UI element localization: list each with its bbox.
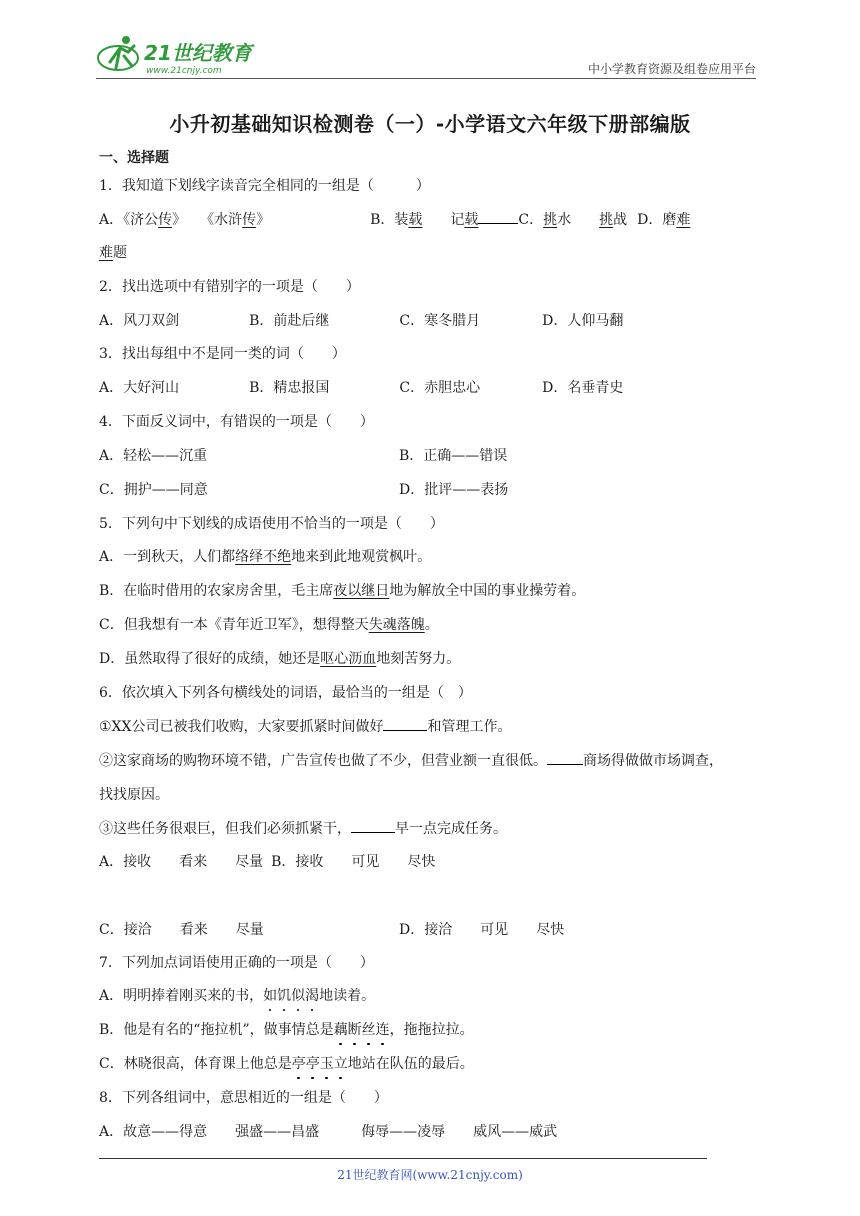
q3-option-a: A．大好河山 — [99, 380, 180, 396]
q6-options-ab — [99, 851, 435, 871]
q6-option-a: A．接收 看来 尽量 — [99, 854, 264, 870]
page-title: 小升初基础知识检测卷（一）-小学语文六年级下册部编版 — [169, 112, 691, 136]
q7-option-c: C．林晓很高，体育课上他总是亭亭玉立地站在队伍的最后。 — [99, 1053, 474, 1073]
q3-options — [99, 377, 623, 397]
q8-option-a: A．故意——得意 强盛——昌盛 侮辱——凌辱 威风——威武 — [99, 1124, 558, 1140]
q1-options — [99, 209, 690, 229]
q2-stem: 2．找出选项中有错别字的一项是（ ） — [99, 279, 360, 295]
q2-option-b: B．前赴后继 — [249, 313, 330, 329]
q4-option-c: C．拥护——同意 — [99, 482, 208, 498]
q1-option-d: D．磨难 — [637, 212, 691, 228]
q7-stem: 7．下列加点词语使用正确的一项是（ ） — [99, 955, 374, 971]
q7-option-b: B．他是有名的“拖拉机”，做事情总是藕断丝连，拖拖拉拉。 — [99, 1019, 474, 1039]
q2-option-d: D．人仰马翻 — [542, 313, 624, 329]
q6-option-b: B．接收 可见 尽快 — [271, 854, 436, 870]
section-heading: 一、选择题 — [99, 150, 169, 166]
q6-stem: 6．依次填入下列各句横线处的词语，最恰当的一组是（ ） — [99, 685, 472, 701]
q8-stem: 8．下列各组词中，意思相近的一组是（ ） — [99, 1090, 388, 1106]
q3-option-c: C．赤胆忠心 — [399, 380, 481, 396]
q4-option-b: B．正确——错误 — [399, 448, 508, 464]
q3-option-b: B．精忠报国 — [249, 380, 330, 396]
q2-options — [99, 310, 623, 330]
q6-sentence-2-cont: 找找原因。 — [99, 787, 169, 803]
page-header — [0, 0, 860, 82]
q5-option-d: D．虽然取得了很好的成绩，她还是呕心沥血地刻苦努力。 — [99, 651, 461, 667]
q6-option-d: D．接洽 可见 尽快 — [399, 922, 565, 938]
q5-stem: 5．下列句中下划线的成语使用不恰当的一项是（ ） — [99, 516, 444, 532]
q1-option-b: B．装载 记载 — [370, 212, 518, 228]
footer-source: 21世纪教育网(www.21cnjy.com) — [337, 1168, 523, 1182]
q6-blank-2 — [547, 750, 583, 765]
q6-blank-1 — [383, 716, 427, 731]
q2-option-c: C．寒冬腊月 — [399, 313, 481, 329]
q3-stem: 3．找出每组中不是同一类的词（ ） — [99, 346, 346, 362]
q1-option-c: C．挑水 挑战 — [518, 212, 628, 228]
logo-text: 21世纪教育 — [144, 41, 252, 65]
q6-sentence-1: ①XX公司已被我们收购，大家要抓紧时间做好 和管理工作。 — [99, 716, 511, 736]
q4-stem: 4．下面反义词中，有错误的一项是（ ） — [99, 414, 374, 430]
q2-option-a: A．风刀双剑 — [99, 313, 180, 329]
q5-option-c: C．但我想有一本《青年近卫军》，想得整天失魂落魄。 — [99, 617, 439, 633]
q5-option-b: B．在临时借用的农家房舍里，毛主席夜以继日地为解放全中国的事业操劳着。 — [99, 583, 586, 599]
q3-option-d: D．名垂青史 — [542, 380, 624, 396]
q4-option-a: A．轻松——沉重 — [99, 448, 208, 464]
q1-option-d-cont: 难题 — [99, 245, 127, 261]
q6-blank-3 — [351, 818, 395, 833]
q5-option-a: A．一到秋天，人们都络绎不绝地来到此地观赏枫叶。 — [99, 549, 432, 565]
header-divider — [96, 78, 756, 79]
footer-divider — [99, 1158, 707, 1159]
q4-option-d: D．批评——表扬 — [399, 482, 509, 498]
q6-option-c: C．接洽 看来 尽量 — [99, 922, 264, 938]
q1-stem: 1．我知道下划线字读音完全相同的一组是（ ） — [99, 178, 430, 194]
logo-url: www.21cnjy.com — [146, 66, 222, 76]
logo — [96, 32, 266, 76]
platform-name: 中小学教育资源及组卷应用平台 — [587, 62, 756, 76]
q7-option-a: A．明明捧着刚买来的书，如饥似渴地读着。 — [99, 985, 375, 1005]
q6-sentence-2: ②这家商场的购物环境不错，广告宣传也做了不少，但营业额一直很低。 商场得做做市场调查， — [99, 750, 723, 770]
q6-sentence-3: ③这些任务很艰巨，但我们必须抓紧干， 早一点完成任务。 — [99, 818, 507, 838]
q1-option-a: A．《济公传》 《水浒传》 — [99, 212, 271, 228]
